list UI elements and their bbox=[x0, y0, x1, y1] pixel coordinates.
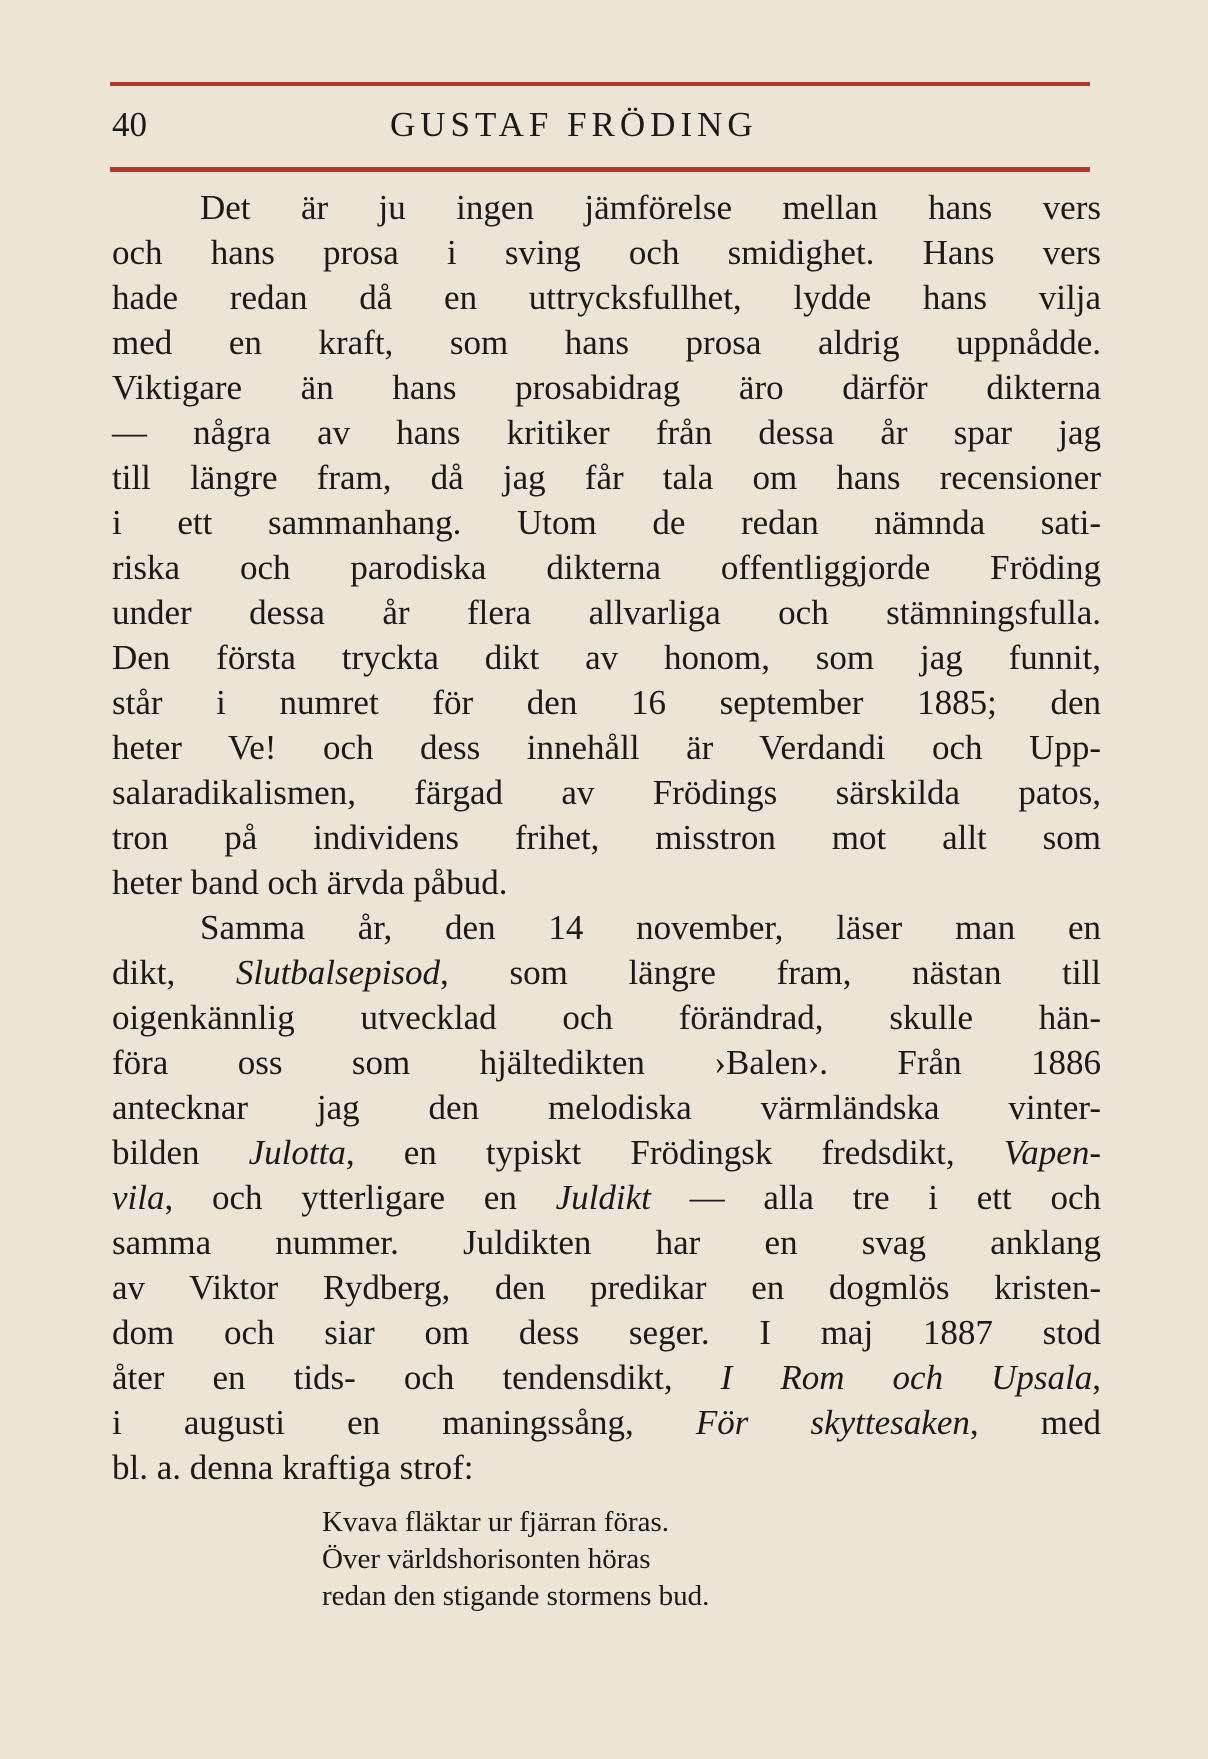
poem-title: Juldikt bbox=[555, 1178, 651, 1217]
text-line: under dessa år flera allvarliga och stämningsfulla. bbox=[112, 593, 1101, 632]
text-line: Det är ju ingen jämförelse mellan hans vers bbox=[200, 188, 1101, 227]
verse-quote bbox=[322, 1504, 1022, 1615]
text-line: salaradikalismen, färgad av Frödings särskilda patos, bbox=[112, 773, 1101, 812]
text-line: heter Ve! och dess innehåll är Verdandi och Upp- bbox=[112, 728, 1101, 767]
text-line: bl. a. denna kraftiga strof: bbox=[112, 1448, 474, 1487]
text-line: heter band och ärvda påbud. bbox=[112, 863, 508, 902]
text-line: och hans prosa i sving och smidighet. Hans vers bbox=[112, 233, 1101, 272]
body-text bbox=[112, 185, 1101, 1490]
poem-title: vila bbox=[112, 1178, 165, 1217]
text-line: oigenkännlig utvecklad och förändrad, skulle hän- bbox=[112, 998, 1101, 1037]
poem-title: Vapen- bbox=[1003, 1133, 1101, 1172]
text-line: samma nummer. Juldikten har en svag anklang bbox=[112, 1223, 1101, 1262]
text-line: tron på individens frihet, misstron mot allt som bbox=[112, 818, 1101, 857]
header-bottom-rule bbox=[110, 167, 1090, 172]
text-line: bilden Julotta, en typiskt Frödingsk fredsdikt, Vapen- bbox=[112, 1133, 1101, 1172]
text-line: av Viktor Rydberg, den predikar en dogmlös kristen- bbox=[112, 1268, 1101, 1307]
text-line: står i numret för den 16 september 1885; den bbox=[112, 683, 1101, 722]
text-line: riska och parodiska dikterna offentliggjorde Fröding bbox=[112, 548, 1101, 587]
text-line: — några av hans kritiker från dessa år spar jag bbox=[112, 413, 1101, 452]
poem-title: Slutbalsepisod bbox=[235, 953, 441, 992]
verse-line: redan den stigande stormens bud. bbox=[322, 1580, 710, 1612]
poem-title: I Rom och Upsala bbox=[720, 1358, 1093, 1397]
page-number: 40 bbox=[112, 105, 147, 144]
text-line: Samma år, den 14 november, läser man en bbox=[200, 908, 1101, 947]
verse-line: Över världshorisonten höras bbox=[322, 1543, 651, 1575]
header-top-rule bbox=[110, 82, 1090, 86]
text-line: till längre fram, då jag får tala om hans recensioner bbox=[112, 458, 1101, 497]
text-line: antecknar jag den melodiska värmländska vinter- bbox=[112, 1088, 1101, 1127]
text-line: åter en tids- och tendensdikt, I Rom och Upsala, bbox=[112, 1358, 1101, 1397]
text-line: vila, och ytterligare en Juldikt — alla tre i ett och bbox=[112, 1178, 1101, 1217]
text-line: dikt, Slutbalsepisod, som längre fram, nästan till bbox=[112, 953, 1101, 992]
verse-line: Kvava fläktar ur fjärran föras. bbox=[322, 1506, 670, 1538]
text-line: föra oss som hjältedikten ›Balen›. Från 1886 bbox=[112, 1043, 1101, 1082]
poem-title: För skyttesaken bbox=[695, 1403, 970, 1442]
text-line: i augusti en maningssång, För skyttesaken, med bbox=[112, 1403, 1102, 1442]
text-line: i ett sammanhang. Utom de redan nämnda sati- bbox=[112, 503, 1101, 542]
running-title: GUSTAF FRÖDING bbox=[390, 105, 758, 144]
page-header bbox=[110, 100, 1090, 150]
text-line: dom och siar om dess seger. I maj 1887 stod bbox=[112, 1313, 1101, 1352]
text-line: Den första tryckta dikt av honom, som jag funnit, bbox=[112, 638, 1101, 677]
text-line: med en kraft, som hans prosa aldrig uppnådde. bbox=[112, 323, 1101, 362]
text-line: hade redan då en uttrycksfullhet, lydde hans vilja bbox=[112, 278, 1101, 317]
poem-title: Julotta bbox=[248, 1133, 346, 1172]
text-line: Viktigare än hans prosabidrag äro därför dikterna bbox=[112, 368, 1101, 407]
